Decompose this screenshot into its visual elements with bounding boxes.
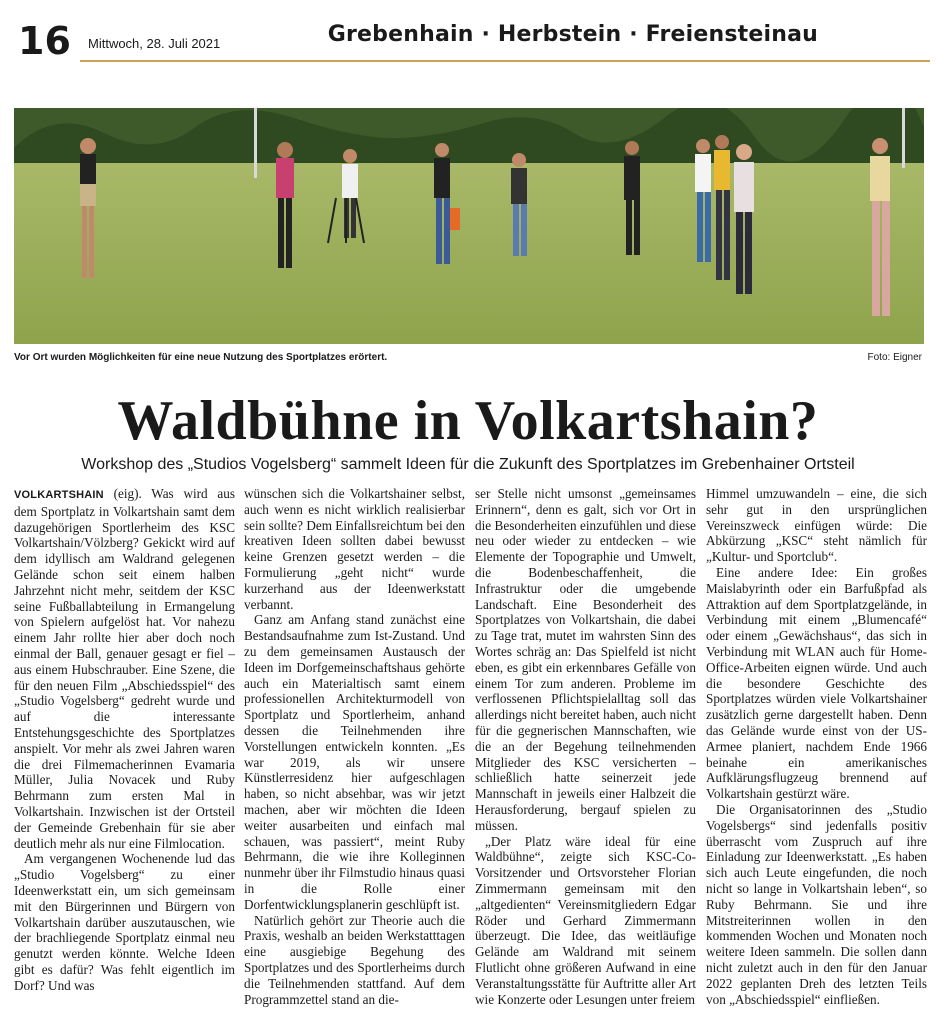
paragraph: Eine andere Idee: Ein großes Maislabyrinth oder ein Barfußpfad als Attraktion auf dem Sportplatzgelände, in Verbindung mit einem „Blumencafé“ oder einem „Gewächshaus“, das sich in Verbindung mit WLAN auch für Home-Office-Arbeiten eignen würde. Und auch die besondere Geschichte des Sportplatzes würden viele Volkartshainer zusätzlich gerne dargestellt haben. Denn das Gelände wurde einst von der US-Armee planiert, nachdem Ende 1966 beinahe ein amerikanisches Aufklärungsflugzeug brennend auf Volkartshain gestürzt wäre. (706, 564, 927, 802)
paragraph: Natürlich gehört zur Theorie auch die Praxis, weshalb an beiden Werkstatttagen eine ausgiebige Begehung des Sportplatzes und des Sportlerheims durch die Teilnehmenden stattfand. Auf dem Programmzettel stand an die- (244, 912, 465, 1007)
photo-credit: Foto: Eigner (867, 352, 922, 363)
paragraph: „Der Platz wäre ideal für eine Waldbühne“, zeigte sich KSC-Co-Vorsitzender und Ortsvorsteher Florian Zimmermann gemeinsam mit den „altgedienten“ Vereinsmitgliedern Edgar Röder und Gerhard Zimmermann überzeugt. Die Idee, das weitläufige Gelände am Waldrand mit seinem Flutlicht ohne größeren Aufwand in eine Veranstaltungsstätte für Auftritte aller Art wie Konzerte oder Lesungen unter freiem (475, 833, 696, 1007)
paragraph: Himmel umzuwandeln – eine, die sich sehr gut in den ursprünglichen Vereinszweck einfügen würde: Die Abkürzung „KSC“ steht nämlich für „Kultur- und Sportclub“. (706, 486, 927, 565)
field (14, 163, 924, 344)
paragraph: Am vergangenen Wochenende lud das „Studio Vogelsberg“ zu einer Ideenwerkstatt ein, um sich gemeinsam mit den Bürgerinnen und Bürgern von Volkartshain darüber auszutauschen, wie der brachliegende Sportplatz einmal neu genutzt werden könnte. Welche Ideen gibt es dafür? Was fehlt eigentlich im Dorf? Und was (14, 851, 235, 993)
paragraph: VOLKARTSHAIN (eig). Was wird aus dem Sportplatz in Volkartshain samt dem dazugehörigen Sportlerheim des KSC Volkartshain/Völzberg? Gekickt wird auf dem idyllisch am Waldrand gelegenen Gelände schon seit einem halben Jahrzehnt nicht mehr, seitdem der KSC seine Fußballabteilung in Ermangelung von Spielern aufgelöst hat. Vor nahezu einem Jahr rollte hier aber doch noch einmal der Ball, genauer gesagt er fiel – aus einem Hubschrauber. Eine Szene, die für den neuen Film „Abschiedsspiel“ des „Studio Vogelsberg“ gedreht wurde und auf die interessante Entstehungsgeschichte des Sportplatzes anspielt. Vor mehr als zwei Jahren waren die drei Filmemacherinnen Evamaria Müller, Julia Novacek und Ruby Behrmann zum ersten Mal in Volkartshain. Inzwischen ist der Ortsteil der Gemeinde Grebenhain für sie aber deutlich mehr als nur eine Filmlocation. (14, 486, 235, 851)
article-photo (14, 108, 924, 344)
article-body (14, 486, 927, 1016)
paragraph: Ganz am Anfang stand zunächst eine Bestandsaufnahme zum Ist-Zustand. Und zu dem gemeinsamen Austausch der Ideen im Dorfgemeinschaftshaus gehörte auch ein Materialtisch samt einem professionellen Architekturmodell von Sportplatz und Sportlerheim, anhand dessen die Teilnehmenden ihre Vorstellungen entwickeln konnten. „Es war 2019, als wir unsere Künstlerresidenz hier aufgeschlagen haben, so nicht absehbar, was wir jetzt machen, aber wir möchten die Ideen weiter ausarbeiten und einfach mal schauen, was passiert“, meint Ruby Behrmann, die wie ihre Kolleginnen nunmehr über ihr Filmstudio hinaus quasi in die Rolle einer Dorfentwicklungsplanerin geschlüpft ist. (244, 612, 465, 912)
column-3 (475, 486, 696, 1007)
photo-illustration (14, 108, 924, 344)
page-header (14, 20, 922, 62)
paragraph: wünschen sich die Volkartshainer selbst, auch wenn es nicht wirklich realisierbar sein sollte? Dem Einfallsreichtum bei den kreativen Ideen sollten dabei bewusst keine Grenzen gesetzt werden – die Formulierung „geht nicht“ wurde kurzerhand aus der Ideenwerkstatt verbannt. (244, 486, 465, 612)
column-4 (706, 486, 927, 1007)
column-2 (244, 486, 465, 1007)
section-title: Grebenhain · Herbstein · Freiensteinau (327, 22, 818, 47)
subheadline: Workshop des „Studios Vogelsberg“ sammelt Ideen für die Zukunft des Sportplatzes im Grebenhainer Ortsteil (81, 456, 855, 473)
dateline: VOLKARTSHAIN (14, 489, 104, 501)
floodlight-pole (254, 108, 257, 178)
column-1 (14, 486, 235, 994)
photo-caption: Vor Ort wurden Möglichkeiten für eine neue Nutzung des Sportplatzes erörtert. (14, 352, 388, 363)
issue-date: Mittwoch, 28. Juli 2021 (88, 36, 221, 51)
headline: Waldbühne in Volkartshain? (117, 390, 819, 452)
paragraph: ser Stelle nicht umsonst „gemeinsames Erinnern“, denn es galt, sich vor Ort in die Besonderheiten einzufühlen und diese neu oder wieder zu entdecken – wie Elemente der Topographie und Umwelt, die Bodenbeschaffenheit, die Infrastruktur oder die umgebende Landschaft. Eine Besonderheit des Sportplatzes von Volkartshain, die dabei zu Tage trat, mutet im wahrsten Sinn des Wortes schräg an: Das Spielfeld ist nicht eben, es gibt ein erkennbares Gefälle von einem Tor zum anderen. Probleme im verflossenen Pflichtspielalltag soll das allerdings nicht bereitet haben, auch nicht für die gegnerischen Mannschaften, wie die an der Begehung teilnehmenden Mitglieder des KSC versicherten – schließlich hatte seinerzeit jede Mannschaft in jeweils einer Halbzeit die Herausforderung, bergauf spielen zu müssen. (475, 486, 696, 833)
paragraph: Die Organisatorinnen des „Studio Vogelsbergs“ sind jedenfalls positiv überrascht vom Zuspruch auf ihre Einladung zur Ideenwerkstatt. „Es haben sich auch Leute eingefunden, die noch nicht so lange in Volkartshain leben“, so Ruby Behrmann. Sie und ihre Mitstreiterinnen wollen in den kommenden Wochen und Monaten noch weitere Ideen sammeln. Die sollen dann nicht zuletzt auch in den für den Januar 2022 geplanten Dreh des letzten Teils von „Abschiedsspiel“ einfließen. (706, 801, 927, 1007)
page-number: 16 (18, 19, 71, 63)
header-rule (80, 60, 930, 62)
floodlight-pole-right (902, 108, 905, 168)
